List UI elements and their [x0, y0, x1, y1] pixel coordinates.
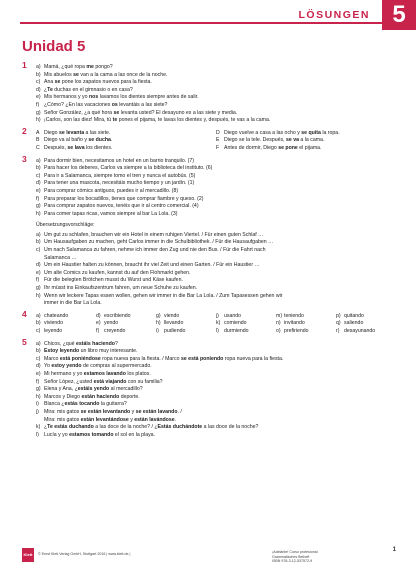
item-answer: estamos lavando	[83, 370, 126, 377]
item-letter: g)	[36, 109, 41, 116]
answer-line	[36, 173, 396, 181]
item-answer: se	[113, 109, 120, 116]
item-text: y	[130, 408, 136, 415]
item-text: duchas en el gimnasio o en casa?	[52, 86, 133, 93]
item-text: van a la cama a las once de la noche.	[78, 71, 168, 78]
exercise-1	[22, 60, 396, 125]
item-letter: i)	[36, 401, 39, 408]
item-letter: o)	[276, 328, 281, 334]
item-text: Ana	[44, 79, 55, 86]
item-letter: a)	[36, 231, 41, 238]
item-letter: g)	[156, 312, 161, 319]
item-text: levanta usted? El desayuno es a las siete y media.	[119, 109, 238, 116]
gerund-item	[216, 328, 276, 336]
item-letter: e)	[36, 187, 41, 194]
item-letter: h)	[36, 210, 41, 217]
translation-list	[36, 232, 396, 308]
item-letter: h)	[156, 320, 161, 327]
item-text: yendo	[104, 320, 119, 327]
item-text: el sol en la playa.	[113, 431, 156, 438]
item-text: Lucía y yo	[44, 431, 70, 438]
gerund-grid	[36, 313, 396, 336]
item-text: escribiendo	[104, 312, 131, 319]
item-letter: e)	[96, 320, 101, 327]
item-answer: Te	[47, 86, 53, 93]
item-answer: me	[86, 64, 94, 70]
item-text: pudiendo	[164, 328, 186, 334]
item-text: el pijama.	[297, 144, 322, 151]
item-answer: se lava	[67, 144, 85, 151]
item-text: Elena y Ana, ¿	[44, 386, 78, 393]
item-answer: están levantándose	[80, 416, 129, 423]
exercise-3	[22, 153, 396, 308]
item-text: Um alte Comics zu kaufen, kannst du auf den Flohmarkt gehen.	[44, 269, 191, 276]
answer-line	[36, 117, 396, 125]
gerund-item	[96, 320, 156, 328]
answer-line	[36, 145, 216, 153]
item-text: Chicos, ¿qué	[44, 340, 77, 347]
answer-line	[216, 145, 396, 153]
item-letter: b)	[36, 71, 41, 78]
item-letter: b)	[36, 320, 41, 327]
item-letter: h)	[36, 117, 41, 124]
item-letter: d)	[36, 262, 41, 269]
answer-line	[36, 417, 396, 425]
answer-line	[36, 203, 396, 211]
item-letter: m)	[276, 312, 283, 319]
page-title: Unidad 5	[22, 38, 86, 55]
page-footer	[22, 548, 396, 568]
item-text: Para ir a Salamanca, siempre tomo el tren y nunca el autobús. (5)	[44, 172, 196, 179]
exercise-number: 4	[22, 308, 27, 319]
answer-line	[36, 371, 396, 379]
item-text: Antes de dormir, Diego	[224, 144, 279, 151]
item-text: Para dormir bien, necesitamos un hotel en un barrio tranquilo. (7)	[44, 157, 194, 164]
answer-line	[36, 432, 396, 440]
item-answer: se quita	[301, 129, 321, 136]
gerund-item	[36, 328, 96, 336]
gerund-item	[156, 328, 216, 336]
item-answer: Estoy leyendo	[44, 348, 80, 355]
answer-line	[36, 165, 396, 173]
item-answer: se ducha	[88, 137, 111, 144]
page-header	[0, 0, 416, 30]
answer-line	[36, 180, 396, 188]
answer-line	[36, 341, 396, 349]
answer-line	[36, 188, 396, 196]
item-text: Mira: mis gatos	[44, 416, 81, 423]
answer-line	[36, 394, 396, 402]
item-letter: k)	[216, 320, 221, 327]
item-text: immer in die Bar La Lola.	[44, 300, 102, 307]
answer-content	[22, 60, 396, 444]
item-letter: g)	[36, 203, 41, 210]
answer-line	[36, 348, 396, 356]
item-letter: p)	[336, 312, 341, 319]
publisher-logo: Klett	[22, 548, 34, 562]
item-text: Diego vuelve a casa a las ocho y	[224, 129, 302, 136]
exercise-2	[22, 125, 396, 153]
item-text: Mis abuelos	[44, 71, 74, 78]
item-letter: f)	[36, 195, 40, 202]
exercise-number: 3	[22, 153, 27, 164]
answer-line	[36, 379, 396, 387]
item-letter: q)	[336, 320, 341, 327]
item-text: pones el pijama, te lavas los dientes y, después, te vas a la cama.	[117, 117, 271, 124]
item-text: Para tener una mascota, necesitáis mucho tiempo y un jardín. (1)	[44, 180, 195, 187]
gerund-item	[276, 313, 336, 321]
item-text: Señor González, ¿a qué hora	[44, 109, 114, 116]
item-text: lavamos los dientes siempre antes de salir.	[98, 94, 199, 101]
item-letter: l)	[36, 431, 39, 438]
item-answer: se levanta	[59, 129, 85, 136]
item-letter: a)	[36, 340, 41, 347]
item-letter: F	[216, 144, 220, 151]
exercise-1-list	[36, 64, 396, 125]
item-text: un libro muy interesante.	[79, 348, 138, 355]
gerund-item	[276, 320, 336, 328]
answer-line	[36, 158, 396, 166]
exercise-5-list	[36, 341, 396, 440]
item-answer: estoy yendo	[51, 363, 82, 370]
item-letter: d)	[96, 312, 101, 319]
item-text: Für die belegten Brötchen musst du Wurst und Käse kaufen.	[44, 277, 183, 284]
answer-line	[36, 211, 396, 219]
exercise-number: 5	[22, 336, 27, 347]
header-rule	[20, 22, 416, 24]
item-text: viendo	[164, 312, 180, 319]
item-answer: se pone	[278, 144, 298, 151]
copyright-text: © Ernst Klett Verlag GmbH, Stuttgart 2016 | www.klett.de |	[38, 552, 131, 556]
gerund-item	[216, 320, 276, 328]
item-text: y	[128, 416, 135, 423]
item-text: Mira: mis gatos	[44, 408, 81, 415]
item-text: .	[110, 137, 113, 144]
item-text: ?	[114, 340, 118, 347]
item-answer: están haciendo	[81, 393, 120, 400]
item-answer: está poniéndose	[59, 355, 101, 362]
item-answer: se están levantando	[80, 408, 131, 415]
item-text: Para comer tapas ricas, vamos siempre al bar La Lola. (3)	[44, 210, 178, 217]
item-letter: h)	[36, 292, 41, 299]
item-text: Diego	[44, 129, 59, 136]
item-text: deporte.	[119, 393, 140, 400]
gerund-item	[96, 328, 156, 336]
item-text: llevando	[164, 320, 184, 327]
item-text: pone los zapatos nuevos para la fiesta.	[60, 79, 152, 86]
item-letter: B	[36, 137, 40, 144]
item-text: los platos.	[125, 370, 151, 377]
item-letter: e)	[36, 269, 41, 276]
item-text: Mi hermano y yo	[44, 370, 84, 377]
item-text: ¡Carlos, son las diez! Mira, tú	[44, 117, 113, 124]
item-text: Para hacer los deberes, Carlos va siempre a la biblioteca del instituto. (6)	[44, 165, 213, 172]
translation-line	[36, 239, 396, 247]
answer-line	[36, 386, 396, 394]
book-info: ¡Adelante! Curso profesional Grammatisches Beiheft ISBN 978-3-12-537572-9	[272, 550, 318, 564]
exercise-2-right-column	[216, 130, 396, 153]
item-letter: i)	[156, 328, 159, 334]
item-text: Salamanca …	[44, 254, 77, 261]
item-text: prefiriendo	[284, 328, 309, 334]
item-letter: d)	[36, 86, 41, 93]
item-text: viviendo	[44, 320, 64, 327]
item-text: Yo	[44, 363, 52, 370]
item-answer: están lavándose	[134, 416, 175, 423]
translation-line	[36, 270, 396, 278]
item-letter: n)	[276, 320, 281, 327]
item-text: los dientes.	[84, 144, 113, 151]
translation-line	[36, 247, 396, 255]
translation-line	[36, 232, 396, 240]
answer-line	[36, 72, 396, 80]
item-letter: b)	[36, 165, 41, 172]
item-answer: se va	[286, 137, 299, 144]
item-text: a las siete.	[84, 129, 111, 136]
exercise-number: 1	[22, 60, 27, 70]
item-text: durmiendo	[224, 328, 249, 334]
translation-line	[36, 255, 396, 263]
gerund-item	[276, 328, 336, 336]
exercise-number: 2	[22, 125, 27, 136]
exercise-4	[22, 308, 396, 336]
exercise-2-columns	[36, 130, 396, 153]
item-letter: r)	[336, 328, 340, 334]
gerund-item	[216, 313, 276, 321]
translation-line	[36, 293, 396, 301]
item-text: ¿Cómo? ¿En las vacaciones	[44, 101, 112, 108]
translation-line	[36, 277, 396, 285]
item-answer: estamos tomando	[69, 431, 114, 438]
item-text: levantáis a las siete?	[117, 101, 168, 108]
item-text: Señor López, ¿usted	[44, 378, 94, 385]
item-text: comiendo	[224, 320, 247, 327]
item-letter: e)	[36, 94, 41, 101]
answer-line	[36, 401, 396, 409]
item-answer: se	[73, 71, 79, 78]
gerund-item	[336, 313, 396, 321]
item-letter: a)	[36, 312, 41, 319]
item-text: creyendo	[104, 328, 126, 334]
item-text: Um nach Salamanca zu fahren, nehme ich immer den Zug und nie den Bus. / Für die Fahrt nach	[44, 247, 266, 254]
exercise-2-left-column	[36, 130, 216, 153]
item-text: saliendo	[344, 320, 364, 327]
answer-line	[36, 409, 396, 417]
item-letter: D	[216, 129, 220, 136]
item-text: Um Hausaufgaben zu machen, geht Carlos immer in die Schulbibliothek. / Für die Hausaufgaben …	[44, 239, 274, 246]
answer-line	[36, 356, 396, 364]
answer-line	[36, 102, 396, 110]
item-answer: estás tocando	[64, 401, 100, 408]
item-letter: a)	[36, 64, 41, 70]
item-letter: f)	[36, 378, 40, 385]
item-answer: Te estás duchando	[47, 424, 94, 431]
item-text: ¿	[44, 424, 48, 431]
item-text: Ihr müsst ins Einkaufszentrum fahren, um neue Schuhe zu kaufen.	[44, 285, 198, 292]
item-text: a las doce de la noche?	[202, 424, 259, 431]
gerund-item	[96, 313, 156, 321]
gerund-item	[156, 313, 216, 321]
item-text: la ropa.	[320, 129, 340, 136]
item-letter: d)	[36, 363, 41, 370]
item-text: Marco	[44, 355, 60, 362]
item-text: a las doce de la noche? / ¿	[93, 424, 158, 431]
item-letter: g)	[36, 386, 41, 393]
item-text: a la cama.	[298, 137, 325, 144]
answer-line	[36, 137, 216, 145]
item-text: Um ein Haustier halten zu können, braucht ihr viel Zeit und einen Garten. / Für ein Haustier …	[44, 262, 260, 269]
item-letter: j)	[216, 312, 219, 319]
item-letter: e)	[36, 370, 41, 377]
gerund-item	[36, 313, 96, 321]
item-letter: A	[36, 129, 40, 136]
item-letter: c)	[36, 247, 41, 254]
item-answer: está viajando	[93, 378, 127, 385]
page-number: 1	[392, 547, 396, 553]
item-text: Wenn wir leckere Tapas essen wollen, gehen wir immer in die Bar La Lola. / Zum Tapasessen gehen wir	[44, 292, 283, 299]
section-title: LÖSUNGEN	[298, 9, 370, 21]
answer-line	[36, 196, 396, 204]
item-text: . /	[177, 408, 182, 415]
item-text: Um gut zu schlafen, brauchen wir ein Hotel in einem ruhigen Viertel. / Für einen guten Schlaf …	[44, 231, 264, 238]
answer-line	[36, 363, 396, 371]
item-text: desayunando	[344, 328, 376, 334]
item-answer: se están lavando	[135, 408, 178, 415]
gerund-item	[336, 320, 396, 328]
item-letter: f)	[36, 101, 40, 108]
item-letter: f)	[96, 328, 100, 334]
item-text: .	[174, 416, 177, 423]
item-letter: h)	[36, 393, 41, 400]
answer-line	[36, 94, 396, 102]
gerund-item	[156, 320, 216, 328]
item-letter: c)	[36, 172, 41, 179]
gerund-item	[36, 320, 96, 328]
item-text: quitando	[344, 312, 364, 319]
answer-line	[36, 130, 216, 138]
item-letter: g)	[36, 285, 41, 292]
item-answer: nos	[88, 94, 99, 101]
item-text: teniendo	[284, 312, 304, 319]
item-letter: c)	[36, 79, 41, 86]
item-text: ropa nueva para la fiesta.	[223, 355, 284, 362]
item-text: Para comprar zapatos nuevos, tenéis que ir al centro comercial. (4)	[44, 203, 199, 210]
item-text: Después,	[44, 144, 68, 151]
gerund-item	[336, 328, 396, 336]
answer-line	[216, 130, 396, 138]
item-text: Mis hermanos y yo	[44, 94, 89, 101]
item-text: Blanca ¿	[44, 401, 65, 408]
item-text: usando	[224, 312, 242, 319]
unit-number-badge: 5	[382, 0, 416, 30]
item-text: al mercadillo?	[109, 386, 143, 393]
translation-line	[36, 285, 396, 293]
item-text: de compras al supermercado.	[81, 363, 152, 370]
item-letter: c)	[36, 355, 41, 362]
answer-line	[36, 110, 396, 118]
item-letter: j)	[36, 408, 39, 415]
item-text: Mamá, ¿qué ropa	[44, 64, 87, 70]
item-letter: f)	[36, 277, 40, 284]
item-letter: a)	[36, 157, 41, 164]
item-text: pongo?	[93, 64, 113, 70]
translation-subtitle: Übersetzungsvorschläge:	[36, 222, 95, 229]
exercise-5	[22, 336, 396, 440]
item-text: Marcos y Diego	[44, 393, 82, 400]
item-letter: E	[216, 137, 220, 144]
item-text: leyendo	[44, 328, 63, 334]
item-letter: l)	[216, 328, 219, 334]
answer-line	[36, 64, 396, 72]
item-answer: Estás duchándote	[157, 424, 203, 431]
item-text: invitando	[284, 320, 305, 327]
item-text: Para preparar los bocadillos, tienes que comprar fiambre y queso. (2)	[44, 195, 204, 202]
item-answer: os	[111, 101, 118, 108]
answer-line	[36, 79, 396, 87]
item-letter: c)	[36, 328, 41, 334]
item-letter: k)	[36, 424, 41, 431]
item-answer: estáis yendo	[77, 386, 110, 393]
item-text: Diego se la tele. Después,	[224, 137, 286, 144]
item-text: la guitarra?	[99, 401, 127, 408]
item-text: ¿	[44, 86, 48, 93]
item-letter: b)	[36, 348, 41, 355]
answer-line	[216, 137, 396, 145]
item-answer: estáis haciendo	[76, 340, 115, 347]
item-answer: te	[112, 117, 118, 124]
item-letter: d)	[36, 180, 41, 187]
item-answer: se está poniendo	[180, 355, 224, 362]
answer-line	[36, 424, 396, 432]
answer-line	[36, 87, 396, 95]
exercise-3-list	[36, 158, 396, 219]
item-text: Para comprar cómics antiguos, puedes ir al mercadillo. (8)	[44, 187, 179, 194]
item-letter: C	[36, 144, 40, 151]
translation-line	[36, 262, 396, 270]
item-text: ropa nueva para la fiesta. / Marco	[100, 355, 181, 362]
item-text: chateando	[44, 312, 69, 319]
item-text: Diego va al baño y	[44, 137, 89, 144]
item-answer: se	[54, 79, 61, 86]
item-letter: b)	[36, 239, 41, 246]
item-text: con su familia?	[126, 378, 163, 385]
translation-line	[36, 300, 396, 308]
